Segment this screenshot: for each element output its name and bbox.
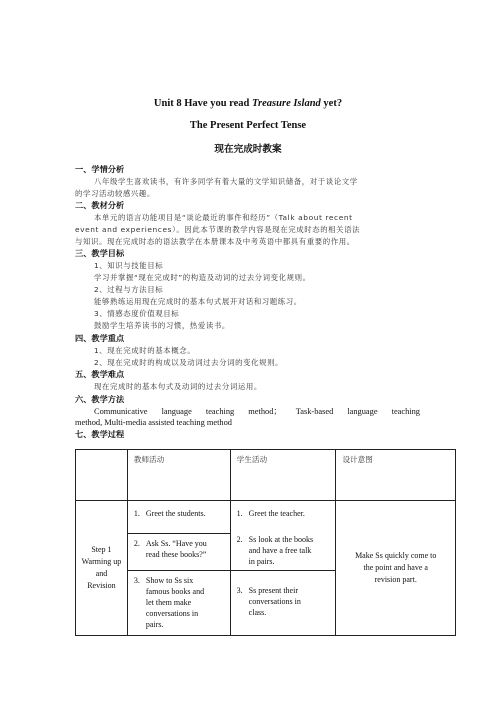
section-body: 本单元的语言功能项目是“谈论最近的事件和经历”（Talk about recent xyxy=(94,213,353,222)
lesson-plan-title: 现在完成时教案 xyxy=(214,144,282,155)
objective-item: 1、知识与技能目标 xyxy=(94,261,164,270)
step-label: Warming up and xyxy=(81,557,122,578)
objective-item: 3、情感态度价值观目标 xyxy=(94,309,180,318)
section-heading: 六、教学方法 xyxy=(75,394,125,404)
section-heading: 七、教学过程 xyxy=(75,429,125,439)
lesson-subtitle: The Present Perfect Tense xyxy=(189,120,307,131)
teacher-activity-cell: 3. Show to Ss six famous books and let them make conversations in pairs. xyxy=(127,571,230,636)
table-header-cell xyxy=(76,450,128,501)
section-body: event and experiences）。因此本节课的教学内容是现在完成时态的相关语法 xyxy=(75,225,361,234)
section-heading: 四、教学重点 xyxy=(75,333,125,343)
section-body: 现在完成时的基本句式及动词的过去分词运用。 xyxy=(94,382,262,391)
design-intent-cell: Make Ss quickly come to the point and have a revision part. xyxy=(336,501,456,636)
key-point-item: 2、现在完成时的构成以及动词过去分词的变化规则。 xyxy=(94,358,284,367)
step-label: Revision xyxy=(87,581,116,590)
section-body: 八年级学生喜欢读书，有许多同学有着大量的文学知识储备，对于谈论文学 xyxy=(94,177,358,186)
teacher-activity-cell: 1. Greet the students. xyxy=(127,501,230,534)
table-header-cell: 教师活动 xyxy=(127,450,230,501)
section-heading: 三、教学目标 xyxy=(75,248,125,258)
teaching-process-table xyxy=(75,449,456,636)
section-body: 的学习活动较感兴趣。 xyxy=(75,189,155,198)
step-cell xyxy=(76,501,128,636)
objective-item: 学习并掌握“现在完成时”的构造及动词的过去分词变化规则。 xyxy=(94,273,311,282)
table-header-cell: 设计意图 xyxy=(336,450,456,501)
step-label: Step 1 xyxy=(91,545,112,554)
section-body: Communicative language teaching method； Task-based language teaching xyxy=(94,407,420,416)
section-body: 与知识。现在完成时态的语法教学在本册课本及中考英语中都具有重要的作用。 xyxy=(75,237,355,246)
table-header-cell: 学生活动 xyxy=(230,450,336,501)
student-activity-cell: 3. Ss present their conversations in class. xyxy=(230,571,336,636)
section-body: method, Multi-media assisted teaching method xyxy=(75,418,232,427)
book-title: Treasure Island xyxy=(252,98,321,109)
teacher-activity-cell: 2. Ask Ss. “Have you read these books?” xyxy=(127,534,230,571)
objective-item: 2、过程与方法目标 xyxy=(94,285,164,294)
table-row xyxy=(76,501,456,534)
objective-item: 能够熟练运用现在完成时的基本句式展开对话和习题练习。 xyxy=(94,297,302,306)
lesson-title: Unit 8 Have you read Treasure Island yet? xyxy=(153,98,343,109)
table-header-row xyxy=(76,450,456,501)
section-heading: 一、学情分析 xyxy=(75,164,125,174)
student-activity-cell: 1. Greet the teacher. 2. Ss look at the books and have a free talk in pairs. xyxy=(230,501,336,571)
section-heading: 二、教材分析 xyxy=(75,200,125,210)
key-point-item: 1、现在完成时的基本概念。 xyxy=(94,346,196,355)
section-heading: 五、教学难点 xyxy=(75,369,125,379)
objective-item: 鼓励学生培养读书的习惯，热爱读书。 xyxy=(94,321,230,330)
